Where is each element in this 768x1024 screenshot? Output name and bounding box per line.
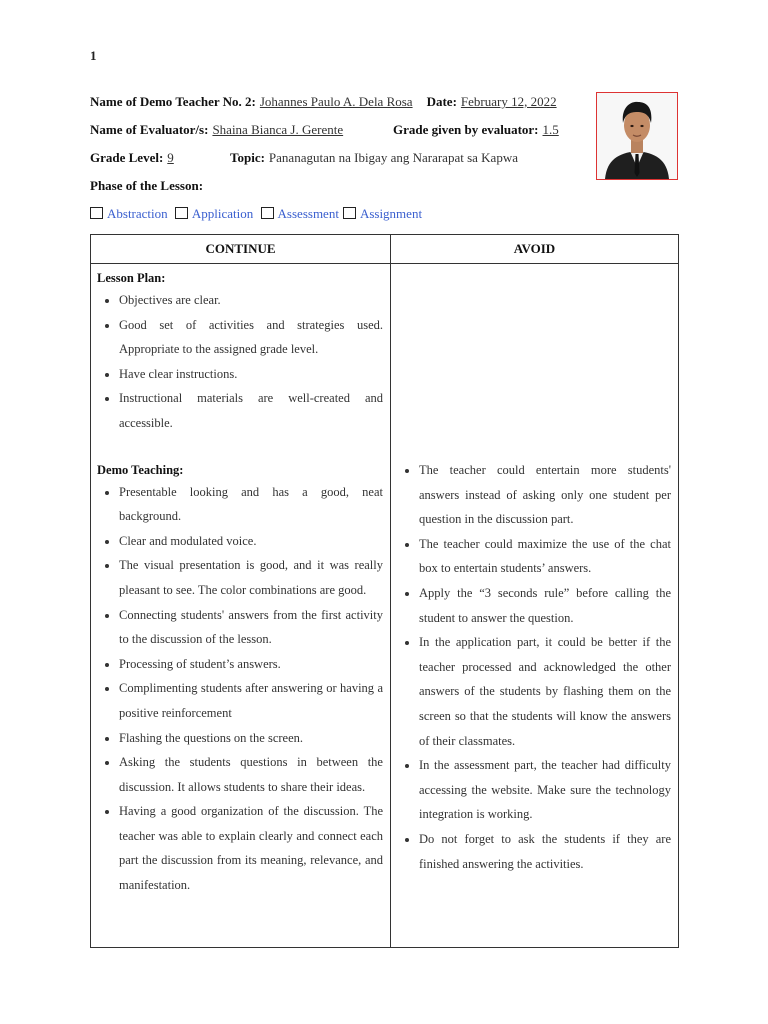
list-item: • Presentable looking and has a good, neat background. (119, 480, 383, 529)
grade-given-value: 1.5 (542, 122, 559, 137)
teacher-name: Johannes Paulo A. Dela Rosa (259, 94, 413, 109)
application-label: Application (191, 206, 254, 221)
evaluation-table (90, 234, 679, 948)
avoid-lesson-plan-blank (397, 268, 671, 458)
grade-level-value: 9 (167, 150, 174, 165)
teacher-photo (596, 92, 678, 180)
grade-level-line (90, 150, 174, 166)
phase-heading (90, 178, 203, 194)
grade-level-label: Grade Level: (90, 150, 164, 165)
table-header-row (91, 235, 679, 264)
list-item: • Processing of student’s answers. (119, 652, 383, 677)
assignment-label: Assignment (359, 206, 423, 221)
list-item: • Clear and modulated voice. (119, 529, 383, 554)
list-item: • In the assessment part, the teacher had difficulty accessing the website. Make sure the technology integration is working. (419, 753, 671, 827)
assignment-checkbox[interactable] (343, 207, 356, 219)
list-item: • Connecting students' answers from the first activity to the discussion of the lesson. (119, 603, 383, 652)
section-spacer (97, 436, 383, 460)
list-item: • Complimenting students after answering or having a positive reinforcement (119, 676, 383, 725)
continue-header: CONTINUE (91, 235, 391, 264)
list-item: • Asking the students questions in between the discussion. It allows students to share their ideas. (119, 750, 383, 799)
date-value: February 12, 2022 (460, 94, 557, 109)
abstraction-label: Abstraction (107, 206, 168, 221)
list-item: • The teacher could entertain more students' answers instead of asking only one student per question in the discussion part. (419, 458, 671, 532)
list-item: • Have clear instructions. (119, 362, 383, 387)
page-number: 1 (90, 48, 97, 63)
date-label: Date: (426, 94, 457, 109)
list-item: • The teacher could maximize the use of the chat box to entertain students’ answers. (419, 532, 671, 581)
lesson-plan-list (97, 288, 383, 436)
list-item: • Objectives are clear. (119, 288, 383, 313)
assessment-label: Assessment (277, 206, 339, 221)
list-item: • The visual presentation is good, and it was really pleasant to see. The color combinations are good. (119, 553, 383, 602)
evaluator-line (90, 122, 343, 138)
demo-teaching-title: Demo Teaching: (97, 462, 184, 477)
list-item: • Apply the “3 seconds rule” before calling the student to answer the question. (419, 581, 671, 630)
lesson-plan-title: Lesson Plan: (97, 271, 166, 285)
list-item: • Good set of activities and strategies used. Appropriate to the assigned grade level. (119, 313, 383, 362)
portrait-image (597, 93, 677, 179)
list-item: • Having a good organization of the discussion. The teacher was able to explain clearly and connect each part the discussion from its meaning, relevance, and manifestation. (119, 799, 383, 897)
abstraction-checkbox[interactable] (90, 207, 103, 219)
evaluator-name: Shaina Bianca J. Gerente (212, 122, 344, 137)
avoid-header: AVOID (391, 235, 679, 264)
topic-line (230, 150, 518, 166)
list-item: • Instructional materials are well-created and accessible. (119, 386, 383, 435)
demo-teaching-list (97, 480, 383, 898)
table-body-row (91, 264, 679, 948)
list-item: • Do not forget to ask the students if they are finished answering the activities. (419, 827, 671, 876)
topic-label: Topic: (230, 150, 265, 165)
topic-value: Pananagutan na Ibigay ang Nararapat sa Kapwa (268, 150, 518, 165)
list-item: • In the application part, it could be better if the teacher processed and acknowledged the other answers of the students by flashing them on the screen so that the students will know the answers of their classmates. (419, 630, 671, 753)
avoid-cell (391, 264, 679, 948)
teacher-line (90, 94, 557, 110)
evaluator-label: Name of Evaluator/s: (90, 122, 209, 137)
grade-given-line (393, 122, 559, 138)
avoid-list (397, 458, 671, 876)
assessment-checkbox[interactable] (261, 207, 274, 219)
grade-given-label: Grade given by evaluator: (393, 122, 539, 137)
continue-cell (91, 264, 391, 948)
teacher-label: Name of Demo Teacher No. 2: (90, 94, 256, 109)
list-item: • Flashing the questions on the screen. (119, 726, 383, 751)
phase-options (90, 206, 426, 222)
phase-label: Phase of the Lesson: (90, 178, 204, 193)
application-checkbox[interactable] (175, 207, 188, 219)
